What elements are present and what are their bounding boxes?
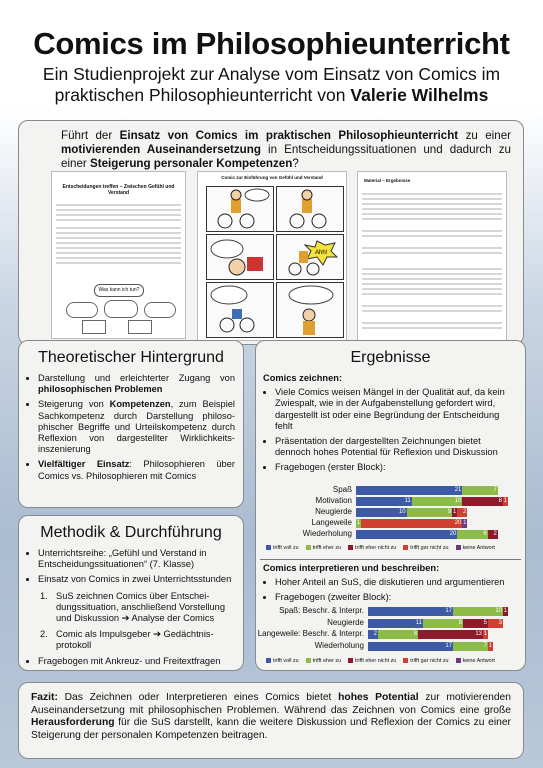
comic-panel-6 [276, 282, 344, 338]
bar-label: Spaß: Beschr. & Interpr. [279, 606, 364, 615]
comic-panel-4 [276, 234, 344, 280]
legend-item: trifft eher zu [306, 658, 341, 664]
method-item: • Einsatz von Comics in zwei Unterrichtsstunden 1. SuS zeichnen Comics über Entscheidungssituation, anschließend Vorstellung und Diskussion ➔ Analyse der Comics 2. Comic als Impulsgeber ➔ Gedächtnisprotokoll [38, 574, 235, 651]
bar-segment: 20 [361, 519, 462, 528]
results-heading: Ergebnisse [350, 349, 431, 366]
subtitle-line1: Ein Studienprojekt zur Analyse vom Einsatz von Comics im [42, 64, 501, 84]
chart2-legend [266, 658, 502, 664]
author-name: Valerie Wilhelms [350, 85, 489, 105]
theory-item: • Steigerung von Kompetenzen, zum Beispiel Sachkompetenz durch Darstellung philosophischer Begriffe und Urteilskompetenz durch Reflexion von dargestellter Wirklichkeitsinszenierung [38, 399, 235, 455]
bar-segment: 8 [423, 619, 463, 628]
bar-segment: 1 [503, 498, 507, 504]
bar-segment: 7 [453, 642, 488, 651]
bar-segment: 8 [378, 630, 418, 639]
bar-label: Langeweile [311, 518, 352, 527]
q-bold-2: motivierenden Auseinandersetzung [61, 143, 261, 157]
method-subitem: 2. Comic als Impulsgeber ➔ Gedächtnisprotokoll [40, 629, 214, 651]
bar-segment: 1 [452, 509, 457, 515]
chart1-legend [266, 545, 502, 551]
poster-title: Comics im Philosophieunterricht [33, 26, 510, 61]
q-text-2: zu einer [458, 129, 512, 142]
poster-subtitle [20, 64, 523, 106]
subtitle-line2: praktischen Philosophieunterricht von [54, 85, 351, 105]
method-subitem: 1. SuS zeichnen Comics über Entscheidungssituation, anschließend Vorstellung und Diskussion ➔ Analyse der Comics [40, 590, 226, 624]
bar-segment: 1 [488, 642, 492, 649]
legend-item: trifft eher zu [306, 545, 341, 551]
worksheet-label: Was kann ich tun? [94, 284, 144, 297]
theory-box [18, 340, 244, 508]
bar-segment: 1 [463, 520, 467, 526]
results-section2-title: Comics interpretieren und beschreiben: [263, 563, 440, 573]
legend-item: trifft eher nicht zu [348, 545, 396, 551]
results-item: • Fragebogen (zweiter Block): [275, 592, 530, 603]
legend-item: trifft voll zu [266, 658, 299, 664]
bar-segment: 1 [356, 520, 361, 526]
chart-first-block [256, 483, 527, 565]
worksheet-title: Entscheidungen treffen – Zwischen Gefühl und Verstand [62, 184, 175, 196]
research-question [61, 129, 511, 172]
bar-label: Wiederholung [314, 640, 364, 650]
results-box [255, 340, 526, 671]
bar-segment: 10 [356, 508, 407, 517]
conclusion-box [18, 682, 524, 759]
q-text-4: ? [292, 157, 299, 171]
conclusion-label: Fazit: [31, 692, 58, 703]
material-title: Material – Ergebnisse [364, 178, 411, 183]
comic-panel-2 [276, 186, 344, 232]
bar-segment: 7 [462, 486, 497, 495]
bar-label: Langeweile: Beschr. & Interpr. [257, 629, 364, 638]
bar-segment: 13 [418, 630, 483, 639]
bar-segment: 10 [453, 607, 503, 616]
results-item: • Fragebogen (erster Block): [275, 462, 518, 473]
bar-segment: 17 [368, 642, 453, 651]
results-item: • Hoher Anteil an SuS, die diskutieren und argumentieren [275, 577, 530, 588]
theory-heading: Theoretischer Hintergrund [38, 349, 224, 366]
bar-segment: 1 [483, 631, 487, 637]
bar-segment: 10 [412, 497, 463, 506]
bar-label: Spaß [332, 485, 352, 494]
bar-segment: 3 [488, 619, 503, 628]
theory-item: • Darstellung und erleichterter Zugang von philosophischen Problemen [38, 373, 235, 395]
method-item: • Unterrichtsreihe: „Gefühl und Verstand in Entscheidungssituationen“ (7. Klasse) [38, 548, 235, 570]
results-divider [260, 559, 521, 560]
bar-segment: 8 [462, 497, 503, 506]
method-item: • Fragebogen mit Ankreuz- und Freitextfragen [38, 656, 235, 667]
bar-segment: 11 [368, 619, 423, 628]
conclusion-text: Fazit: Das Zeichnen oder Interpretieren eines Comics bietet hohes Potential zur motivierenden Auseinandersetzung mit philosophischen Problemen. Während das Zeichnen von Comics eine große Herausforderung für die SuS darstellt, kann die weitere Diskussion und Reflexion der Comics zu einer Steigerung der personalen Kompetenzen beitragen. [31, 692, 511, 741]
theory-list [25, 373, 235, 482]
q-bold-3: Steigerung personaler Kompetenzen [90, 157, 293, 171]
legend-item: trifft gar nicht zu [403, 658, 448, 664]
chart-second-block [256, 604, 527, 662]
bar-segment: 2 [488, 530, 498, 539]
results-item: • Viele Comics weisen Mängel in der Qualität auf, da kein Zwiespalt, wie in der Aufgabenstellung gefordert wird, dargestellt ist oder eine Begründung der Entscheidung fehlt [275, 387, 518, 432]
results-sheet-thumbnail [357, 171, 507, 341]
bar-label: Neugierde [327, 617, 364, 627]
research-question-box [18, 120, 524, 345]
q-bold-1: Einsatz von Comics im praktischen Philosophieunterricht [119, 129, 459, 142]
bar-segment: 11 [356, 497, 412, 506]
comic-thumbnail [197, 171, 347, 341]
method-box [18, 515, 244, 671]
results-item: • Präsentation der dargestellten Zeichnungen bietet dennoch hohes Potential für Reflexion und Diskussion [275, 436, 518, 458]
bar-segment: 17 [368, 607, 453, 616]
legend-item: trifft eher nicht zu [348, 658, 396, 664]
legend-item: keine Antwort [456, 545, 495, 551]
bar-label: Neugierde [315, 507, 352, 516]
bar-segment: 9 [407, 508, 453, 517]
comic-panel-5 [206, 282, 274, 338]
bar-segment: 5 [463, 619, 488, 628]
method-heading: Methodik & Durchführung [40, 524, 222, 541]
results-section1-title: Comics zeichnen: [263, 373, 343, 383]
q-text-3: in Entscheidungssituationen und dadurch zu einer [61, 143, 512, 171]
bar-segment: 1 [503, 608, 507, 614]
comic-speech-1: Ahh! [315, 250, 328, 256]
bar-segment: 2 [368, 630, 378, 639]
legend-item: trifft gar nicht zu [403, 545, 448, 551]
legend-item: trifft voll zu [266, 545, 299, 551]
method-list [25, 548, 235, 667]
comic-title: Comic zur Einführung von Gefühl und Verstand [221, 175, 323, 180]
bar-segment: 2 [457, 508, 467, 517]
bar-segment: 6 [457, 530, 487, 539]
results-section1-list [262, 387, 518, 473]
bar-label: Motivation [315, 496, 352, 505]
worksheet-thumbnail [51, 171, 186, 339]
comic-panel-3 [206, 234, 274, 280]
legend-item: keine Antwort [456, 658, 495, 664]
results-section2-list [262, 577, 530, 607]
bar-segment: 21 [356, 486, 462, 495]
theory-item: • Vielfältiger Einsatz: Philosophieren über Comics vs. Philosophieren mit Comics [38, 459, 235, 481]
bar-segment: 20 [356, 530, 457, 539]
bar-label: Wiederholung [302, 529, 352, 538]
comic-panel-1 [206, 186, 274, 232]
q-text-1: Führt der [61, 129, 120, 142]
